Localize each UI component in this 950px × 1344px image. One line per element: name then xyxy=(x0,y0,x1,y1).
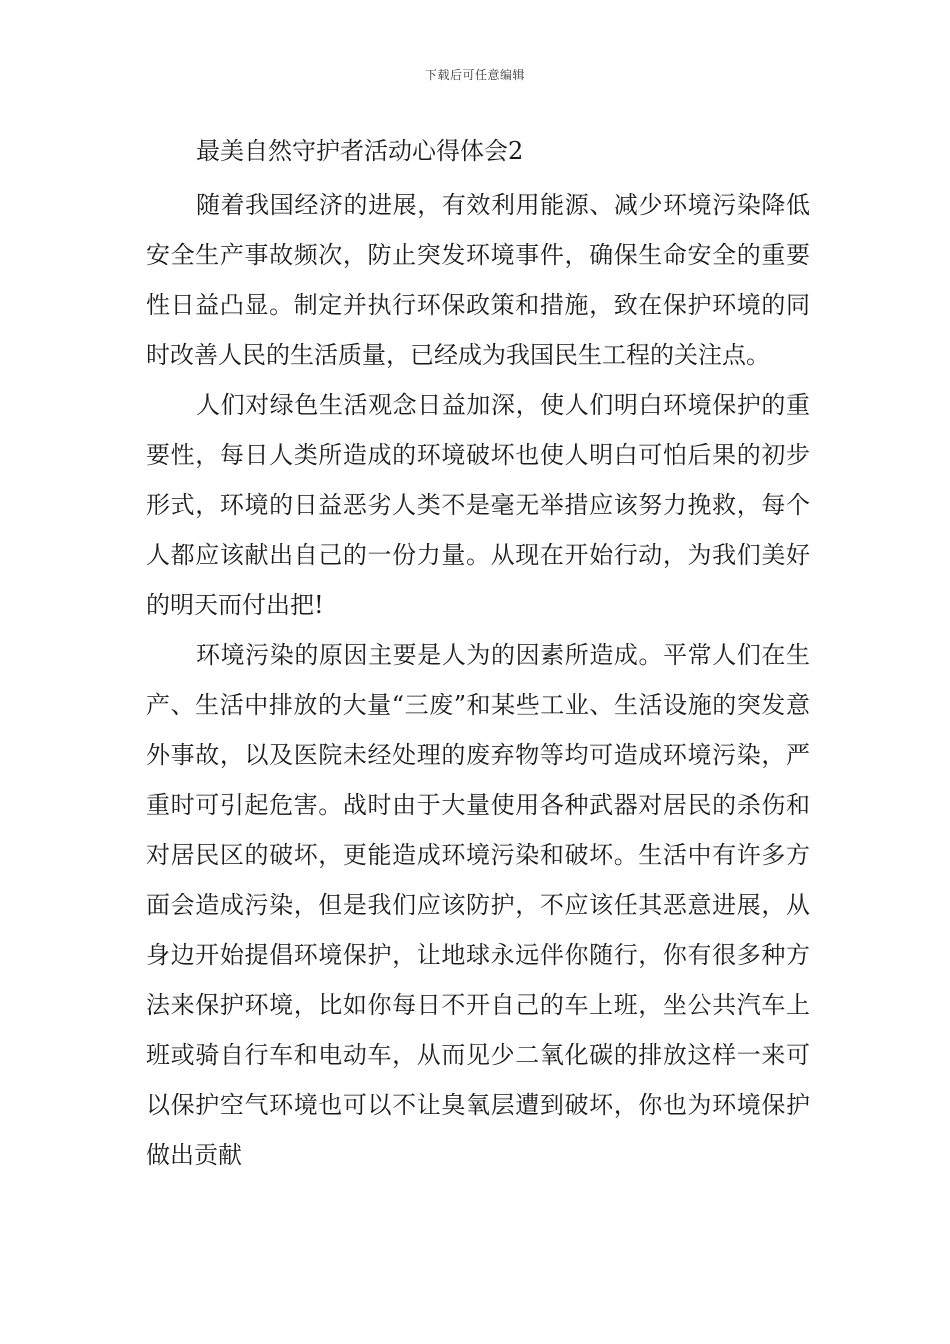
header-note: 下载后可任意编辑 xyxy=(424,68,525,82)
paragraph-1: 随着我国经济的进展，有效利用能源、减少环境污染降低安全生产事故频次，防止突发环境事件，确保生命安全的重要性日益凸显。制定并执行环保政策和措施，致在保护环境的同时改善人民的生活质量，已经成为我国民生工程的关注点。 xyxy=(146,191,810,369)
document-title: 最美自然守护者活动心得体会2 xyxy=(196,137,524,165)
document-body xyxy=(146,130,810,1180)
paragraph-2: 人们对绿色生活观念日益加深，使人们明白环境保护的重要性，每日人类所造成的环境破坏也使人明白可怕后果的初步形式，环境的日益恶劣人类不是毫无举措应该努力挽救，每个人都应该献出自己的一份力量。从现在开始行动，为我们美好的明天而付出把! xyxy=(146,391,810,619)
paragraph-3: 环境污染的原因主要是人为的因素所造成。平常人们在生产、生活中排放的大量“三废”和某些工业、生活设施的突发意外事故，以及医院未经处理的废弃物等均可造成环境污染，严重时可引起危害。战时由于大量使用各种武器对居民的杀伤和对居民区的破坏，更能造成环境污染和破坏。生活中有许多方面会造成污染，但是我们应该防护，不应该任其恶意进展，从身边开始提倡环境保护，让地球永远伴你随行，你有很多种方法来保护环境，比如你每日不开自己的车上班，坐公共汽车上班或骑自行车和电动车，从而见少二氧化碳的排放这样一来可以保护空气环境也可以不让臭氧层遭到破坏，你也为环境保护做出贡献 xyxy=(146,641,810,1169)
